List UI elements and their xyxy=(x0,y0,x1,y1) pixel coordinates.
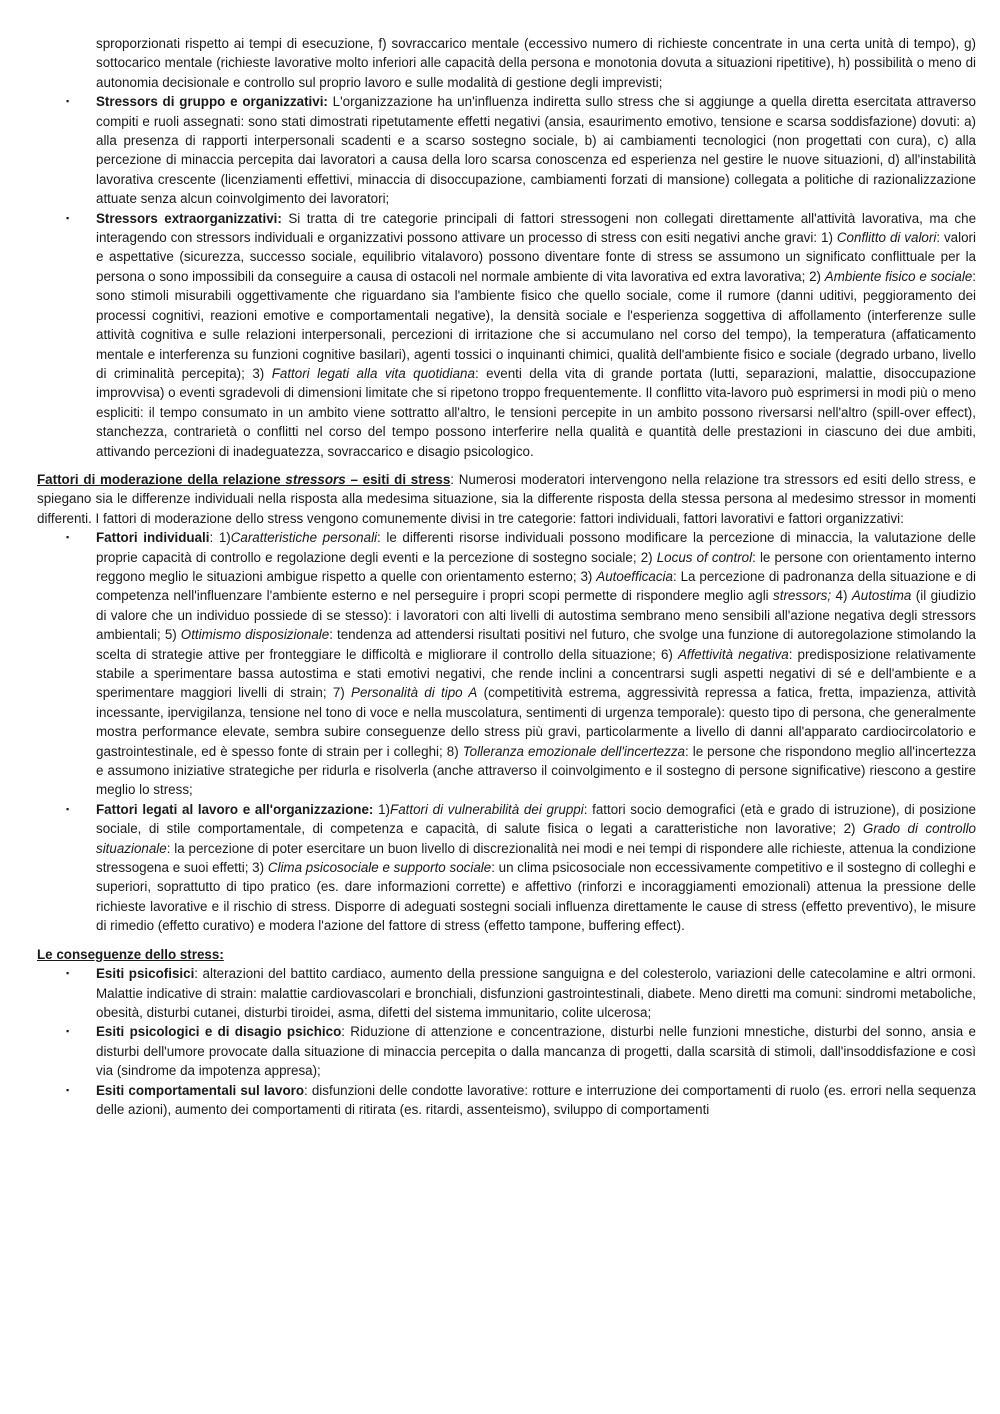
intro-continuation: sproporzionati rispetto ai tempi di esecuzione, f) sovraccarico mentale (eccessivo numero di richieste concentrate in una certa unità di tempo), g) sottocarico mentale (richieste lavorative molto inferiori alle capacità della persona e monotonia dovuta a situazioni ripetitive), h) possibilità o meno di autonomia decisionale e controllo sul proprio lavoro e sulle modalità di gestione degli imprevisti; xyxy=(96,36,976,90)
item-title: Esiti psicofisici xyxy=(96,966,195,982)
item-term: Ottimismo disposizionale xyxy=(180,627,330,643)
item-term: Caratteristiche personali xyxy=(230,530,378,546)
moderation-paragraph xyxy=(37,470,976,528)
item-title: Esiti psicologici e di disagio psichico xyxy=(96,1024,342,1040)
heading-part: Fattori di moderazione della relazione xyxy=(37,471,286,487)
item-body: 4) xyxy=(831,588,852,604)
item-term: Ambiente fisico e sociale xyxy=(824,268,973,284)
item-term: Fattori legati alla vita quotidiana xyxy=(271,365,475,381)
item-term: Locus of control xyxy=(656,549,753,565)
item-term: stressors; xyxy=(773,588,832,604)
item-body: Si tratta di tre categorie principali di fattori stressogeni non collegati direttamente all'attività lavorativa, ma che interagendo con stressors individuali e organizzativi possono attivare un processo di stress con esiti negativi anche gravi: 1) xyxy=(96,210,977,246)
item-term: Personalità di tipo A xyxy=(351,685,478,701)
list-item-extraorg-stressors xyxy=(37,209,976,461)
list-item-work-org-factors xyxy=(37,800,976,936)
item-body: (competitività estrema, aggressività repressa a fatica, fretta, impazienza, attività incessante, ipervigilanza, tensione nel tono di voce e nella muscolatura, sentimenti di urgenza temporale): questo tipo di persona, che generalmente mostra performance elevate, sembra subire conseguenze dello stress più gravi, particolarmente a livello di danni all'apparato cardiocircolatorio e gastrointestinale, ed è spesso fonte di strain per i colleghi; 8) xyxy=(96,685,976,759)
item-title: Esiti comportamentali sul lavoro xyxy=(96,1082,305,1098)
item-body: : valori e aspettative (sicurezza, successo sociale, equilibrio vitalavoro) possono diventare fonte di stress se assumono un significato conflittuale per la persona o sono impossibili da conseguire a causa di ostacoli nel normale ambiente di vita lavorativa ed extra lavorativa; 2) xyxy=(96,230,976,284)
item-body: : le differenti risorse individuali possono modificare la percezione di minaccia, la valutazione delle proprie capacità di controllo e regolazione degli eventi e la percezione di sostegno sociale; 2) xyxy=(96,530,976,565)
item-body: L'organizzazione ha un'influenza indiretta sullo stress che si aggiunge a quella diretta esercitata attraverso compiti e ruoli assegnati: sono stati dimostrati ripetutamente effetti negativi (ansia, esaurimento emotivo, tensione e scarsa soddisfazione) dovuti: a) alla presenza di rapporti interpersonali scadenti e a scarso sostegno sociale, b) ai cambiamenti tecnologici (non progettati con cura), c) alla percezione di minaccia percepita dai lavoratori a causa della loro scarsa conoscenza ed esperienza nel gestire le nuove situazioni, d) all'instabilità lavorativa crescente (licenziamenti effettivi, minaccia di disoccupazione, cambiamenti forzati di mansione) collegata a politiche di razionalizzazione attuate senza alcun coinvolgimento dei lavoratori; xyxy=(96,94,976,207)
item-body: : Riduzione di attenzione e concentrazione, disturbi nelle funzioni mnestiche, disturbi del sonno, ansia e disturbi dell'umore provocate dalla situazione di minaccia percepita o dalla mancanza di progetti, dalla scarsità di stimoli, dall'insoddisfazione e così via (sindrome da impotenza appresa); xyxy=(96,1024,976,1079)
item-body: 1) xyxy=(373,801,391,817)
item-term: Autoefficacia xyxy=(596,568,673,584)
stressors-list xyxy=(37,92,976,461)
item-body: : La percezione di padronanza della situazione e di competenza nell'influenzare l'ambiente esterno e nel perseguire i propri scopi permette di rispondere meglio agli xyxy=(96,568,977,604)
item-term: Fattori di vulnerabilità dei gruppi xyxy=(390,801,584,817)
item-body: : le persone con orientamento interno reggono meglio le situazioni ambigue rispetto a quelle con orientamento esterno; 3) xyxy=(96,549,976,584)
moderation-heading xyxy=(37,472,450,487)
item-term: Grado di controllo situazionale xyxy=(96,821,976,856)
item-term: Tolleranza emozionale dell'incertezza xyxy=(462,743,685,759)
item-body: (il giudizio di valore che un individuo possiede di se stesso): i lavoratori con alti livelli di autostima sembrano meno sensibili all'azione negativa degli stressors ambientali; 5) xyxy=(96,588,976,643)
bullet-icon: ▪ xyxy=(66,532,70,543)
item-body: : disfunzioni delle condotte lavorative: rotture e interruzione dei comportamenti di ruolo (es. errori nella sequenza delle azioni), aumento dei comportamenti di ritirata (es. ritardi, assenteismo), sviluppo di comportamenti xyxy=(96,1082,976,1117)
heading-part: – esiti di stress xyxy=(345,471,451,487)
item-term: Affettività negativa xyxy=(677,646,789,662)
consequences-heading-line xyxy=(37,945,976,964)
list-item-psychophysical xyxy=(37,964,976,1022)
moderation-factors-list xyxy=(37,528,976,936)
item-body: : le persone che rispondono meglio all'incertezza e assumono iniziative strategiche per ridurla e risolverla (anche attraverso il coinvolgimento e il sostegno di persone significative) riescono a gestire meglio lo stress; xyxy=(96,743,976,798)
moderation-body: : Numerosi moderatori intervengono nella relazione tra stressors ed esiti dello stress, e spiegano sia le differenze individuali nella risposta alla medesima situazione, sia la differente risposta della stessa persona al medesimo stressor in momenti differenti. I fattori di moderazione dello stress vengono comunemente divisi in tre categorie: fattori individuali, fattori lavorativi e fattori organizzativi: xyxy=(37,471,976,526)
item-body: : la percezione di poter esercitare un buon livello di discrezionalità nei modi e nei tempi di rispondere alle richieste, attenua la condizione stressogena e suoi effetti; 3) xyxy=(96,840,976,876)
list-item-behavioral xyxy=(37,1081,976,1120)
consequences-list xyxy=(37,964,976,1119)
item-term: Clima psicosociale e supporto sociale xyxy=(267,860,492,876)
item-term: Conflitto di valori xyxy=(836,230,937,246)
bullet-icon: ▪ xyxy=(66,1084,70,1095)
item-body: : un clima psicosociale non eccessivamente competitivo e il sostegno di colleghi e superiori, soprattutto di tipo pratico (es. dare informazioni corrette) e affettivo (rinforzi e incoraggiamenti emozionali) attenua la pressione delle richieste lavorative e il rischio di stress. Disporre di adeguati sostegni sociali influenza direttamente le cause di stress (effetto preventivo), le misure di rimedio (effetto curativo) e modera l'azione del fattore di stress (effetto tampone, buffering effect). xyxy=(96,860,976,934)
item-body: : tendenza ad attendersi risultati positivi nel futuro, che svolge una funzione di autoregolazione stimolando la scelta di strategie attive per fronteggiare le difficoltà e migliorare il controllo della situazione; 6) xyxy=(96,627,976,662)
bullet-icon: ▪ xyxy=(66,803,70,814)
list-item-individual-factors xyxy=(37,528,976,800)
list-item-psychological xyxy=(37,1022,976,1080)
item-body: : fattori socio demografici (età e grado di istruzione), di posizione sociale, di stile comportamentale, di competenza e capacità, di salute fisica o legati a caratteristiche non lavorative; 2) xyxy=(96,801,976,837)
item-body: : eventi della vita di grande portata (lutti, separazioni, malattie, disoccupazione improvvisa) o eventi sgradevoli di dimensioni limitate che si ripetono troppo frequentemente. Il conflitto vita-lavoro può esprimersi in modi più o meno espliciti: il tempo consumato in un ambito viene sottratto all'altro, le tensioni percepite in un ambito possono riversarsi nell'altro (spill-over effect), stanchezza, contrarietà o conflitti nel corso del tempo possono interferire nella qualità e quantità delle prestazioni in ciascuno dei due ambiti, attivando percezioni di inadeguatezza, sovraccarico e disagio psicologico. xyxy=(96,365,977,459)
item-title: Fattori individuali xyxy=(96,530,210,546)
heading-part: stressors xyxy=(285,471,346,487)
item-body: : sono stimoli misurabili oggettivamente che riguardano sia l'ambiente fisico che quello sociale, come il rumore (danni uditivi, peggioramento dei processi cognitivi, reazioni emotive e comportamentali negative), la densità sociale e l'esperienza soggettiva di affollamento (interferenze sulle attività cognitiva e sulle relazioni interpersonali, percezioni di irritazione che si accumulano nel corso del tempo), la temperatura (affaticamento mentale e interferenza su funzioni cognitive basilari), agenti tossici o inquinanti chimici, qualità dell'ambiente fisico e sociale (degrado urbano, livello di criminalità percepita); 3) xyxy=(96,268,977,381)
item-body: : predisposizione relativamente stabile a sperimentare bassa autostima e stati emotivi negativi, che rende inclini a concentrarsi sugli aspetti negativi di sé e dell'ambiente e a sperimentare maggiori livelli di strain; 7) xyxy=(96,646,977,701)
bullet-icon: ▪ xyxy=(66,96,70,107)
item-body: : alterazioni del battito cardiaco, aumento della pressione sanguigna e del colesterolo, variazioni delle catecolamine e altri ormoni. Malattie indicative di strain: malattie cardiovascolari e bronchiali, disfunzioni gastrointestinali, diabete. Meno diretti ma comuni: sindromi metaboliche, obesità, disturbi cutanei, disturbi tiroidei, asma, difetti del sistema immunitario, colite ulcerosa; xyxy=(96,966,976,1020)
item-title: Stressors di gruppo e organizzativi: xyxy=(96,94,328,110)
bullet-icon: ▪ xyxy=(66,1026,70,1037)
bullet-icon: ▪ xyxy=(66,212,70,223)
item-term: Autostima xyxy=(851,588,912,604)
bullet-icon: ▪ xyxy=(66,968,70,979)
consequences-heading: Le conseguenze dello stress: xyxy=(37,946,224,962)
list-item-group-org-stressors xyxy=(37,92,976,208)
item-body: : 1) xyxy=(209,530,231,546)
item-title: Fattori legati al lavoro e all'organizzazione: xyxy=(96,801,374,817)
item-title: Stressors extraorganizzativi: xyxy=(96,210,282,226)
